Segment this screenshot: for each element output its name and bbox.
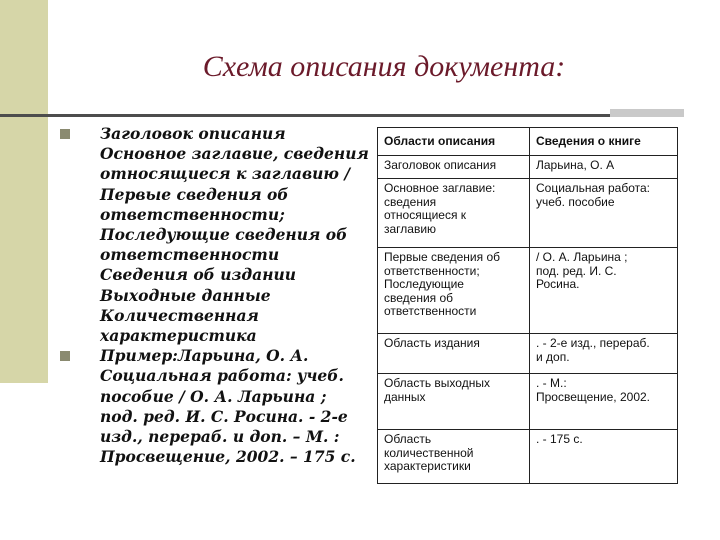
info-cell — [530, 430, 678, 484]
text-line: Выходные данные — [100, 285, 271, 305]
bullet-paragraph-structure — [100, 124, 385, 346]
cell-line: характеристики — [384, 459, 471, 473]
text-line: ответственности; — [100, 204, 285, 224]
text-line: Социальная работа: учеб. — [100, 366, 344, 386]
bullet-square-icon — [60, 351, 70, 361]
area-cell — [378, 179, 530, 248]
table-row — [378, 156, 678, 179]
cell-line: Социальная работа: — [536, 181, 650, 195]
table-header-row — [378, 128, 678, 156]
title-divider — [0, 114, 610, 117]
area-cell — [378, 374, 530, 430]
title-divider-accent — [610, 109, 684, 117]
cell-line: Просвещение, 2002. — [536, 389, 650, 404]
cell-line: Последующие — [384, 277, 464, 291]
table-row — [378, 334, 678, 374]
area-cell — [378, 248, 530, 334]
cell-line: сведения — [384, 194, 437, 209]
cell-line: под. ред. И. С. — [536, 263, 617, 278]
cell-line: . - М.: — [536, 376, 567, 390]
area-cell — [378, 156, 530, 179]
cell-line: Основное заглавие: — [384, 181, 496, 195]
text-line: Пример:Ларьина, О. А. — [100, 346, 309, 366]
text-line: Основное заглавие, сведения — [100, 144, 369, 164]
info-cell — [530, 374, 678, 430]
text-line: изд., перераб. и доп. – М. : — [100, 427, 340, 447]
text-line: Первые сведения об — [100, 184, 289, 204]
cell-line: Росина. — [536, 277, 580, 291]
text-line: Просвещение, 2002. – 175 с. — [100, 447, 356, 467]
cell-line: Ларьина, О. А — [536, 158, 615, 172]
area-cell — [378, 430, 530, 484]
info-cell — [530, 179, 678, 248]
table-row — [378, 374, 678, 430]
decorative-side-bar — [0, 0, 48, 383]
table-row — [378, 248, 678, 334]
info-cell — [530, 156, 678, 179]
cell-line: относящиеся к — [384, 208, 467, 222]
header-areas: Области описания — [378, 128, 530, 156]
cell-line: и доп. — [536, 349, 570, 364]
text-line: Сведения об издании — [100, 265, 297, 285]
cell-line: количественной — [384, 445, 474, 460]
cell-line: ответственности — [384, 304, 477, 318]
slide-title: Схема описания документа: — [202, 50, 566, 83]
cell-line: Область издания — [384, 336, 480, 350]
header-book-info: Сведения о книге — [530, 128, 678, 156]
description-table — [377, 127, 678, 484]
text-line: ответственности — [100, 245, 280, 265]
cell-line: Первые сведения об — [384, 250, 501, 264]
text-line: Последующие сведения об — [100, 225, 348, 245]
cell-line: сведения об — [384, 290, 454, 305]
bullet-paragraph-example — [100, 346, 385, 467]
cell-line: учеб. пособие — [536, 194, 615, 209]
bullet-square-icon — [60, 129, 70, 139]
text-line: относящиеся к заглавию / — [100, 164, 350, 184]
text-line: характеристика — [100, 326, 257, 346]
cell-line: Область выходных — [384, 376, 490, 390]
text-line: под. ред. И. С. Росина. - 2-е — [100, 406, 348, 426]
cell-line: Заголовок описания — [384, 158, 497, 172]
text-line: пособие / О. А. Ларьина ; — [100, 386, 327, 406]
info-cell — [530, 248, 678, 334]
area-cell — [378, 334, 530, 374]
description-text — [100, 124, 385, 467]
cell-line: Область — [384, 432, 432, 446]
text-line: Заголовок описания — [100, 124, 286, 143]
cell-line: заглавию — [384, 221, 437, 236]
text-line: Количественная — [100, 305, 259, 325]
cell-line: . - 175 с. — [536, 432, 583, 446]
info-cell — [530, 334, 678, 374]
table-row — [378, 179, 678, 248]
cell-line: . - 2-е изд., перераб. — [536, 336, 650, 350]
cell-line: ответственности; — [384, 263, 480, 278]
cell-line: данных — [384, 389, 426, 404]
cell-line: / О. А. Ларьина ; — [536, 250, 628, 264]
table-row — [378, 430, 678, 484]
